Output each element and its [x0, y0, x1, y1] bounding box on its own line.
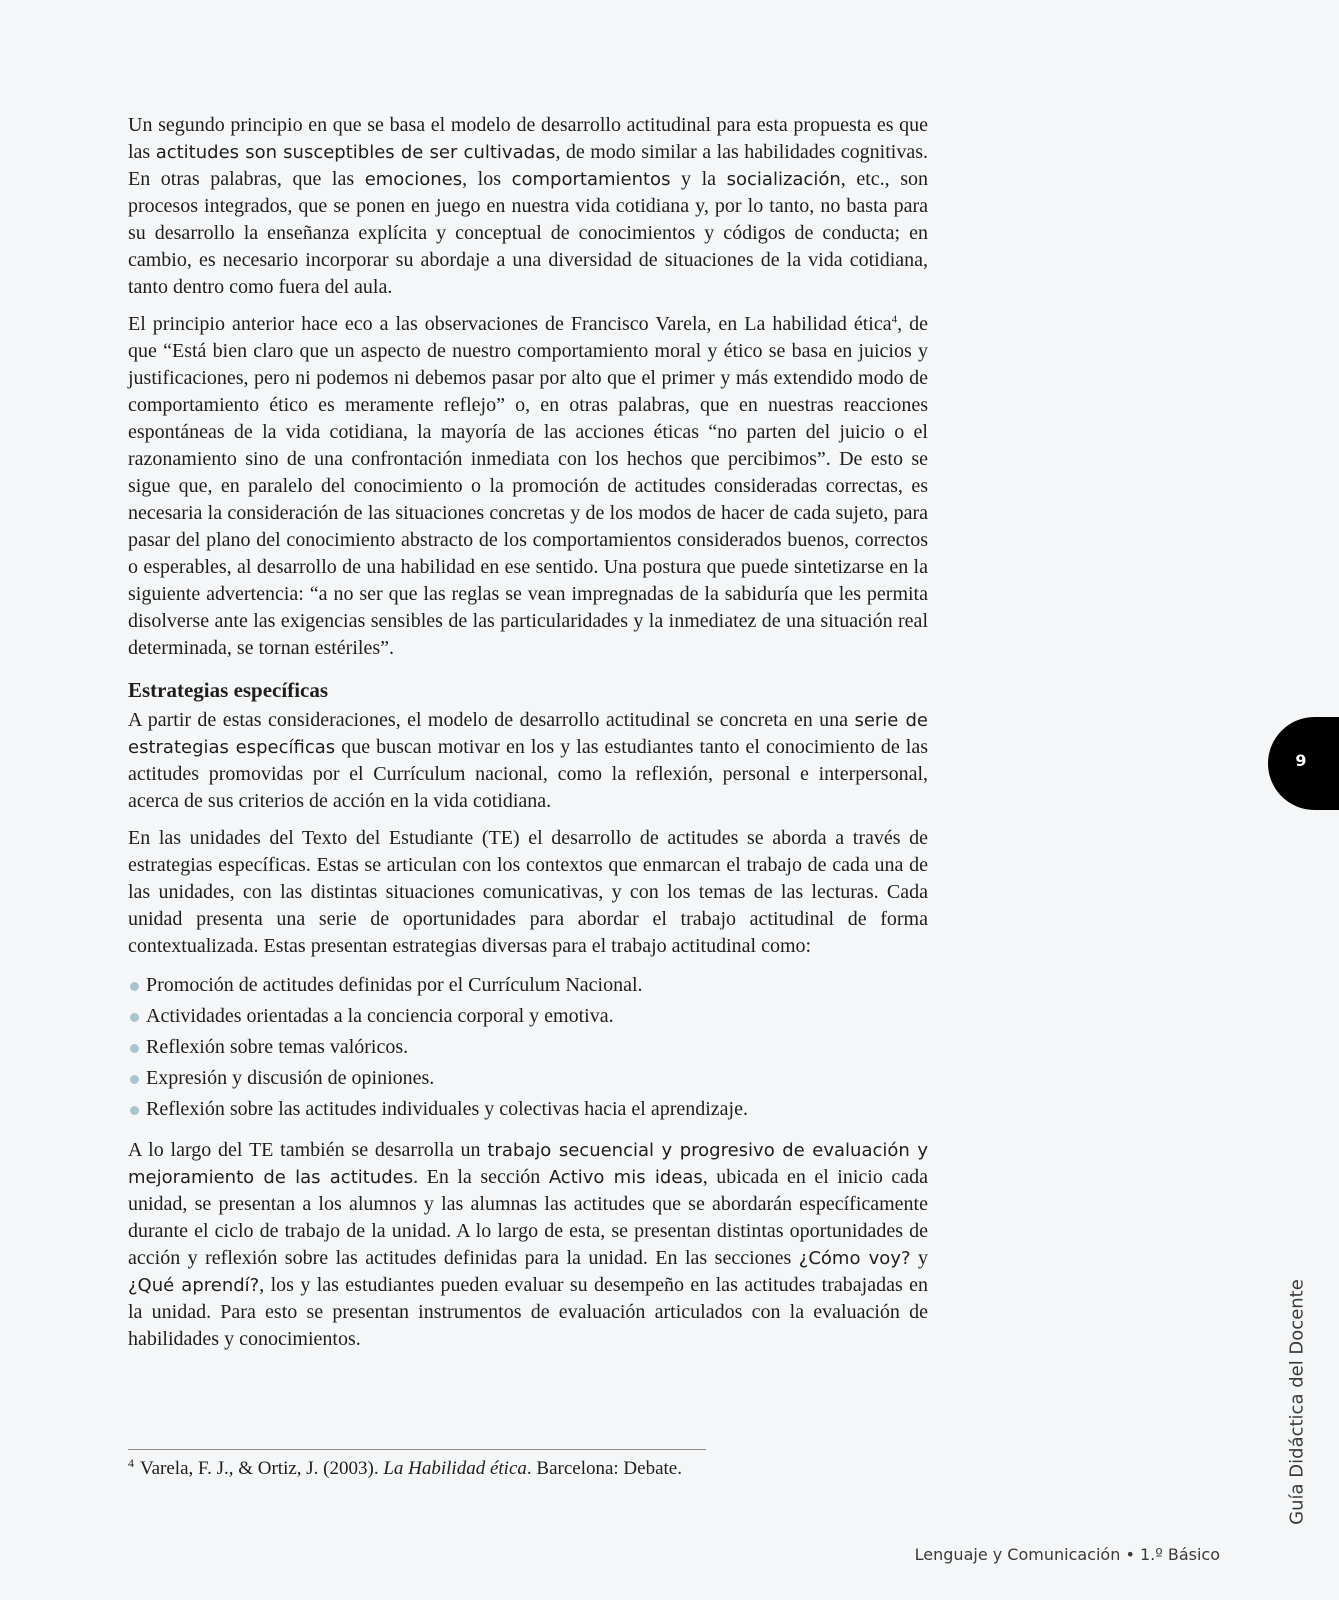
- text: que buscan motivar en los y las estudiantes tanto el conocimiento de las actitudes promovidas por el Currículum nacional, como la reflexión, personal e interpersonal, acerca de sus criterios de acción en la vida cotidiana.: [128, 736, 929, 812]
- strategy-list: [128, 970, 928, 1125]
- section-heading: Estrategias específicas: [128, 678, 329, 702]
- highlight-text: comportamientos: [511, 169, 671, 190]
- highlight-text: trabajo secuencial y progresivo de evaluación y mejoramiento de las actitudes: [128, 1140, 928, 1188]
- text: , los: [462, 168, 512, 190]
- text: . Barcelona: Debate.: [526, 1458, 682, 1479]
- paragraph-strategies: [128, 707, 928, 815]
- footnote-book-title: La Habilidad ética: [383, 1458, 527, 1479]
- text: , ubicada en el inicio cada unidad, se presentan a los alumnos y las alumnas las actitudes que se abordarán específicamente durante el ciclo de trabajo de la unidad. A lo largo de esta, se presentan distintas oportunidades de acción y reflexión sobre las actitudes definidas para la unidad. En las secciones: [128, 1166, 928, 1269]
- footnote-reference: 4: [891, 313, 898, 326]
- paragraph-principle: [128, 112, 928, 301]
- footnote-divider: [128, 1449, 706, 1450]
- highlight-text: ¿Qué aprendí?: [128, 1275, 260, 1296]
- text: A partir de estas consideraciones, el modelo de desarrollo actitudinal se concreta en una: [128, 709, 855, 731]
- highlight-text: emociones: [364, 169, 463, 190]
- page-number: 9: [1295, 751, 1307, 770]
- paragraph-evaluation: [128, 1137, 928, 1353]
- highlight-text: serie de estrategias específicas: [128, 710, 928, 758]
- text: , los y las estudiantes pueden evaluar su desempeño en las actitudes trabajadas en la unidad. Para esto se presentan instrumentos de evaluación articulados con la evaluación de habilidades y conocimientos.: [128, 1274, 928, 1350]
- paragraph-units: En las unidades del Texto del Estudiante (TE) el desarrollo de actitudes se aborda a través de estrategias específicas. Estas se articulan con los contextos que enmarcan el trabajo de cada una de las unidades, con las distintas situaciones comunicativas, y con los temas de las lecturas. Cada unidad presenta una serie de oportunidades para abordar el trabajo actitudinal de forma contextualizada. Estas presentan estrategias diversas para el trabajo actitudinal como:: [128, 827, 928, 957]
- highlight-text: socialización: [726, 169, 841, 190]
- highlight-text: Activo mis ideas: [548, 1167, 703, 1188]
- footnote: [128, 1456, 828, 1482]
- text: , de que “Está bien claro que un aspecto de nuestro comportamiento moral y ético se basa en juicios y justificaciones, pero ni podemos ni debemos pasar por alto que el primer y más extendido modo de comportamiento ético es meramente reflejo” o, en otras palabras, que en nuestras reacciones espontáneas de la vida cotidiana, la mayoría de las acciones éticas “no parten del juicio o el razonamiento sino de una confrontación inmediata con los hechos que percibimos”. De esto se sigue que, en paralelo del conocimiento o la promoción de actitudes consideradas correctas, es necesaria la consideración de las situaciones concretas y de los modos de hacer de cada sujeto, para pasar del plano del conocimiento abstracto de los comportamientos considerados buenos, correctos o esperables, al desarrollo de una habilidad en ese sentido. Una postura que puede sintetizarse en la siguiente advertencia: “a no ser que las reglas se vean impregnadas de la sabiduría que les permita disolverse ante las exigencias sensibles de las particularidades y la inmediatez de una situación real determinada, se tornan estériles”.: [128, 313, 928, 659]
- text: y: [910, 1247, 929, 1269]
- list-item: Reflexión sobre las actitudes individuales y colectivas hacia el aprendizaje.: [128, 1094, 928, 1125]
- footnote-number: 4: [128, 1455, 134, 1470]
- page-number-tab: [1268, 717, 1339, 810]
- list-item: Promoción de actitudes definidas por el Currículum Nacional.: [128, 970, 928, 1001]
- text: . En la sección: [413, 1166, 549, 1188]
- list-item: Actividades orientadas a la conciencia corporal y emotiva.: [128, 1001, 928, 1032]
- text: , etc., son procesos integrados, que se ponen en juego en nuestra vida cotidiana y, por lo tanto, no basta para su desarrollo la enseñanza explícita y conceptual de conocimientos y códigos de conducta; en cambio, es necesario incorporar su abordaje a una diversidad de situaciones de la vida cotidiana, tanto dentro como fuera del aula.: [128, 168, 928, 298]
- side-title: Guía Didáctica del Docente: [1286, 1279, 1308, 1525]
- text: A lo largo del TE también se desarrolla un: [128, 1139, 488, 1161]
- text: y la: [670, 168, 727, 190]
- page-footer: Lenguaje y Comunicación • 1.º Básico: [914, 1545, 1220, 1564]
- highlight-text: actitudes son susceptibles de ser cultivadas: [155, 142, 556, 163]
- main-text-column: [128, 112, 928, 1363]
- text: , de modo similar a las habilidades cognitivas. En otras palabras, que las: [128, 141, 929, 190]
- paragraph-varela: [128, 311, 928, 662]
- text: Un segundo principio en que se basa el modelo de desarrollo actitudinal para esta propuesta es que las: [128, 114, 928, 163]
- list-item: Reflexión sobre temas valóricos.: [128, 1032, 928, 1063]
- text: El principio anterior hace eco a las observaciones de Francisco Varela, en La habilidad ética: [128, 313, 892, 335]
- text: Varela, F. J., & Ortiz, J. (2003).: [140, 1458, 384, 1479]
- highlight-text: ¿Cómo voy?: [798, 1248, 911, 1269]
- list-item: Expresión y discusión de opiniones.: [128, 1063, 928, 1094]
